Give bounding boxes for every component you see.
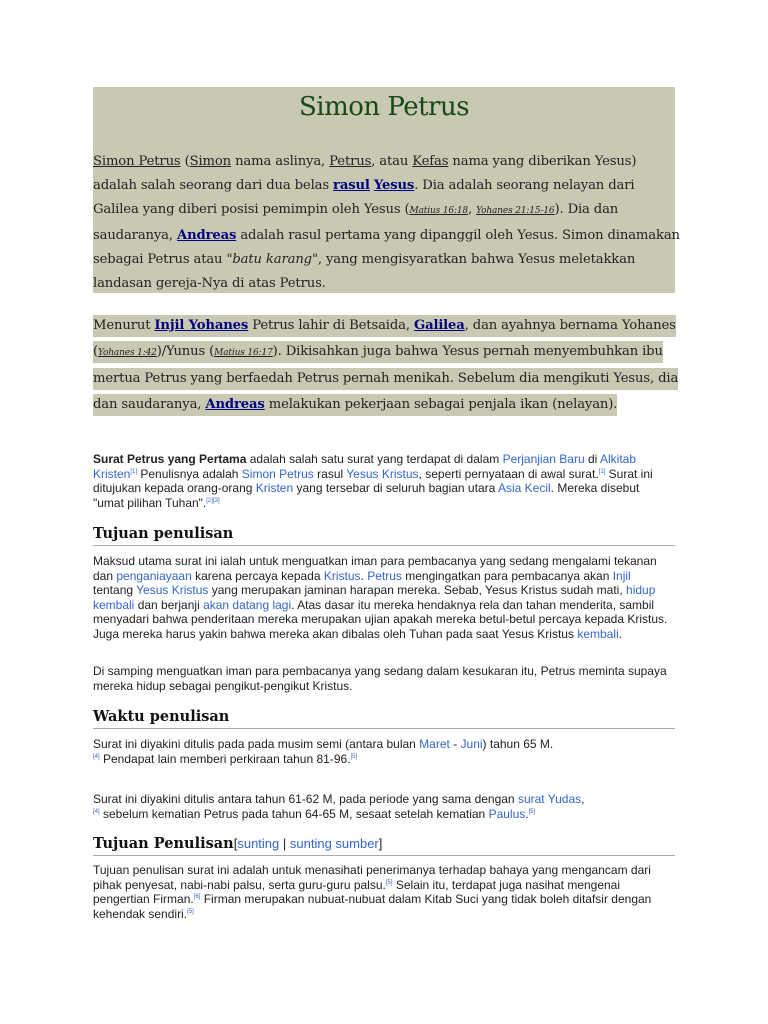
ref-6[interactable]: [6] xyxy=(193,894,201,901)
link-kembali[interactable]: kembali xyxy=(577,626,619,641)
link-kristen[interactable]: Kristen xyxy=(255,481,294,496)
heading-tujuan-penulisan-2: Tujuan Penulisan[sunting | sunting sumber] xyxy=(93,835,675,856)
link-petrus[interactable]: Petrus xyxy=(367,568,402,583)
intro-paragraph: Simon Petrus (Simon nama aslinya, Petrus, atau Kefas nama yang diberikan Yesus) adalah salah seorang dari dua belas rasul Yesus. Dia adalah seorang nelayan dari Galilea yang diberi posisi pemimpin oleh Yesus (Matius 16:18, Yohanes 21:15-16). Dia dan saudaranya, Andreas adalah rasul pertama yang dipanggil oleh Yesus. Simon dinamakan sebagai Petrus atau "batu karang", yang mengisyaratkan bahwa Yesus meletakkan landasan gereja-Nya di atas Petrus. xyxy=(93,154,680,292)
link-juni[interactable]: Juni xyxy=(460,737,483,751)
link-simon-petrus[interactable]: Simon Petrus xyxy=(241,466,314,481)
ref-5[interactable]: [5] xyxy=(350,753,358,760)
edit-link[interactable]: sunting xyxy=(237,836,280,851)
citation-yohanes-1-42[interactable]: Yohanes 1:42 xyxy=(98,347,157,358)
link-rasul[interactable]: rasul xyxy=(333,178,370,194)
heading-tujuan-penulisan: Tujuan penulisan xyxy=(93,525,675,546)
link-penganiayaan[interactable]: penganiayaan xyxy=(116,568,192,583)
bold-name: Simon Petrus xyxy=(93,154,181,169)
ref-5c[interactable]: [5] xyxy=(385,879,393,886)
ref-1[interactable]: [1] xyxy=(130,468,138,475)
heading-waktu-penulisan: Waktu penulisan xyxy=(93,708,675,729)
link-yesus-kristus[interactable]: Yesus Kristus xyxy=(346,466,419,481)
link-asia-kecil[interactable]: Asia Kecil xyxy=(497,481,551,496)
page-title: Simon Petrus xyxy=(298,92,470,122)
link-akan-datang-lagi[interactable]: akan datang lagi xyxy=(203,597,292,612)
ref-5b[interactable]: [5] xyxy=(528,808,536,815)
waktu-paragraph-1: Surat ini diyakini ditulis pada pada musim semi (antara bulan Maret - Juni) tahun 65 M. [4] Pendapat lain memberi perkiraan tahun 81-96.[5] xyxy=(93,737,554,766)
waktu-paragraph-2: Surat ini diyakini ditulis antara tahun 61-62 M, pada periode yang sama dengan surat Yudas, [4] sebelum kematian Petrus pada tahun 64-65 M, sesaat setelah kematian Paulus.[5] xyxy=(93,792,585,821)
citation-matius-16-18[interactable]: Matius 16:18 xyxy=(409,206,469,217)
ref-4[interactable]: [4] xyxy=(93,753,100,760)
link-andreas-2[interactable]: Andreas xyxy=(205,396,265,412)
tujuan-paragraph: Maksud utama surat ini ialah untuk menguatkan iman para pembacanya yang sedang mengalami tekanan dan penganiayaan karena percaya kepada Kristus. Petrus mengingatkan para pembacanya akan Injil tentang Yesus Kristus yang merupakan jaminan harapan mereka. Sebab, Yesus Kristus sudah mati, hidup kembali dan berjanji akan datang lagi. Atas dasar itu mereka hendaknya rela dan tahan menderita, sambil menyadari bahwa penderitaan mereka merupakan ujian apakah mereka betul-betul percaya kepada Kristus. Juga mereka harus yakin bahwa mereka akan dibalas oleh Tuhan pada saat Yesus Kristus kembali. xyxy=(93,554,668,641)
citation-yohanes-21[interactable]: Yohanes 21:15-16 xyxy=(476,206,555,217)
edit-source-link[interactable]: sunting sumber xyxy=(289,836,379,851)
link-injil[interactable]: Injil xyxy=(612,568,631,583)
link-kristus[interactable]: Kristus xyxy=(323,568,361,583)
link-maret[interactable]: Maret xyxy=(419,737,450,751)
ref-1b[interactable]: [1] xyxy=(598,468,606,475)
link-paulus[interactable]: Paulus xyxy=(488,806,526,821)
link-surat-yudas[interactable]: surat Yudas xyxy=(517,792,582,806)
citation-matius-16-17[interactable]: Matius 16:17 xyxy=(214,347,273,358)
surat-petrus-paragraph: Surat Petrus yang Pertama adalah salah satu surat yang terdapat di dalam Perjanjian Baru di Alkitab Kristen[1] Penulisnya adalah Simon Petrus rasul Yesus Kristus, seperti pernyataan di awal surat.[1] Surat ini ditujukan kepada orang-orang Kristen yang tersebar di seluruh bagian utara Asia Kecil. Mereka disebut "umat pilihan Tuhan".[2][3] xyxy=(93,452,653,510)
background-paragraph: Menurut Injil Yohanes Petrus lahir di Betsaida, Galilea, dan ayahnya bernama Yohanes (Yohanes 1:42)/Yunus (Matius 16:17). Dikisahkan juga bahwa Yesus pernah menyembuhkan ibu mertua Petrus yang berfaedah Petrus pernah menikah. Sebelum dia mengikuti Yesus, dia dan saudaranya, Andreas melakukan pekerjaan sebagai penjala ikan (nelayan). xyxy=(93,313,683,417)
ref-5d[interactable]: [5] xyxy=(187,908,194,915)
ref-2-3[interactable]: [2][3] xyxy=(206,497,220,504)
samping-paragraph: Di samping menguatkan iman para pembacanya yang sedang dalam kesukaran itu, Petrus meminta supaya mereka hidup sebagai pengikut-pengikut Kristus. xyxy=(93,664,667,693)
link-alkitab-kristen[interactable]: Alkitab Kristen xyxy=(93,452,637,481)
link-injil-yohanes[interactable]: Injil Yohanes xyxy=(154,318,249,333)
link-andreas[interactable]: Andreas xyxy=(176,227,237,243)
ref-4b[interactable]: [4] xyxy=(93,808,100,815)
link-hidup-kembali[interactable]: hidup kembali xyxy=(93,583,656,612)
link-yesus-kristus-2[interactable]: Yesus Kristus xyxy=(136,583,209,598)
link-perjanjian-baru[interactable]: Perjanjian Baru xyxy=(502,452,585,466)
tujuan-penulisan-paragraph: Tujuan penulisan surat ini adalah untuk menasihati penerimanya terhadap bahaya yang mengancam dari pihak penyesat, nabi-nabi palsu, serta guru-guru palsu.[5] Selain itu, terdapat juga nasihat mengenai pengertian Firman.[6] Firman merupakan nubuat-nubuat dalam Kitab Suci yang tidak boleh ditafsir dengan kehendak sendiri.[5] xyxy=(93,863,652,921)
link-galilea[interactable]: Galilea xyxy=(413,318,465,333)
link-yesus[interactable]: Yesus xyxy=(373,178,415,194)
